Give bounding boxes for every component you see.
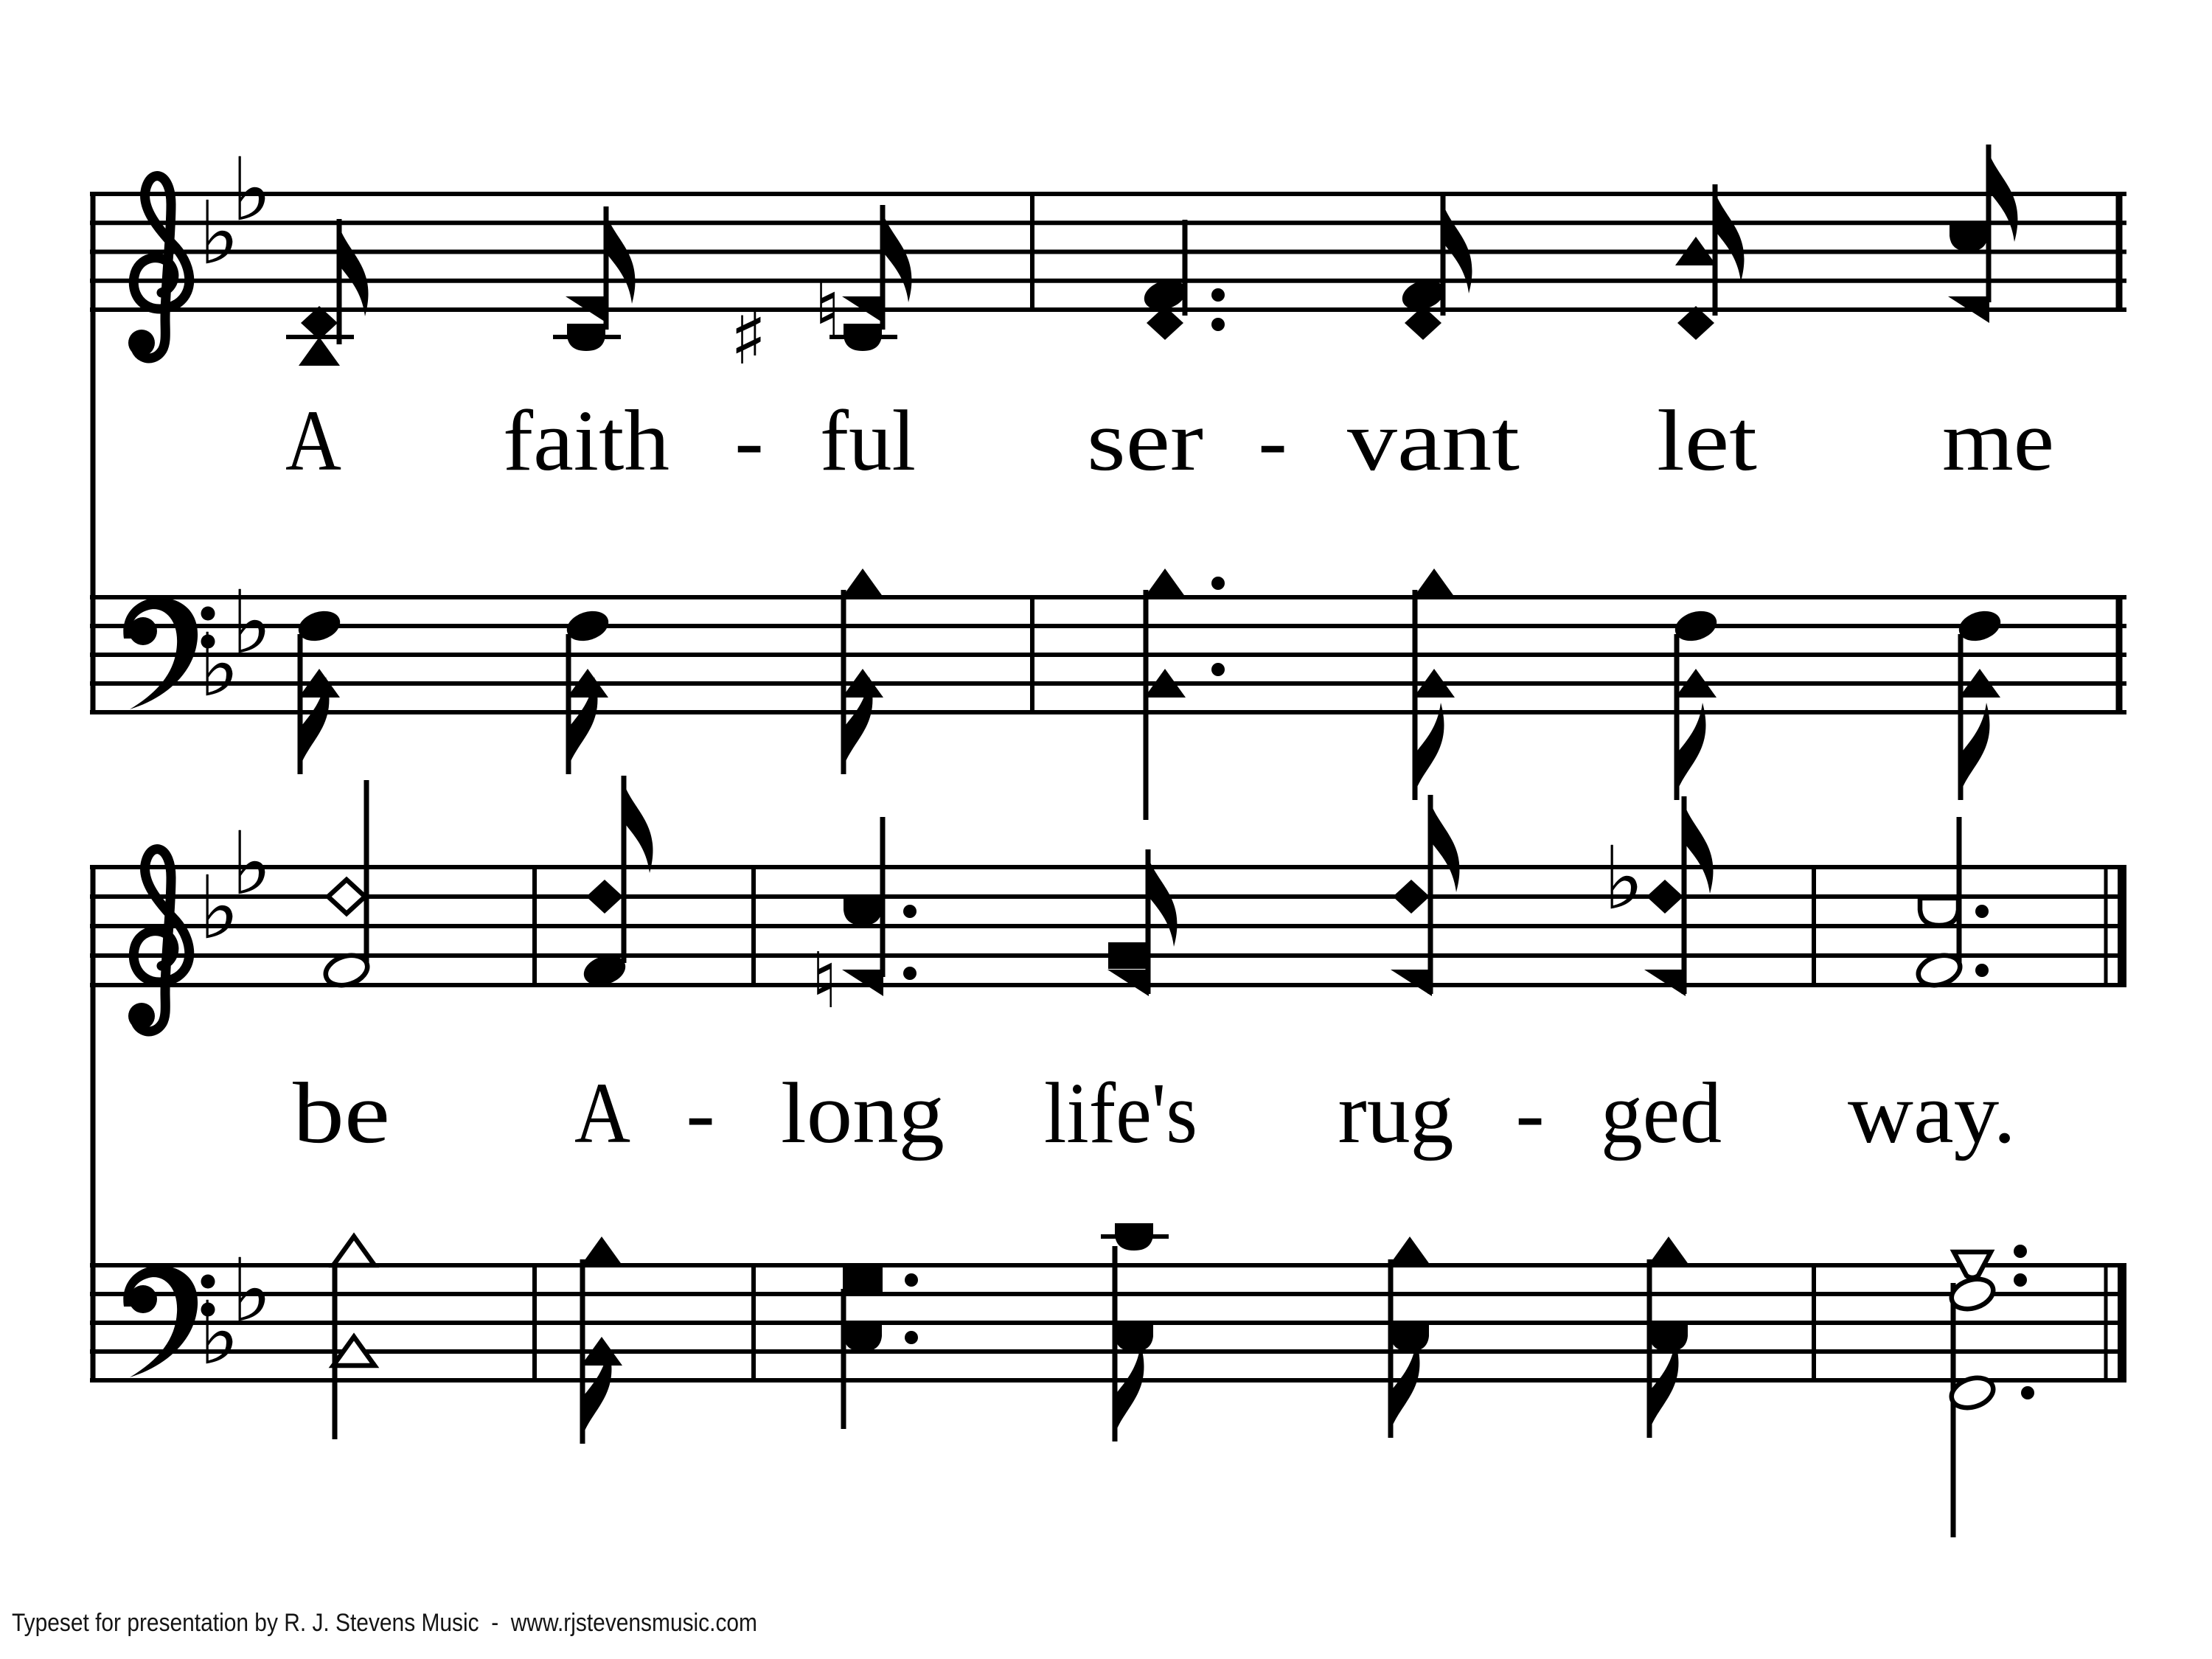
augmentation-dot — [1211, 663, 1225, 676]
augmentation-dot — [903, 967, 917, 980]
lyrics-line-1 — [285, 392, 2054, 489]
note — [1675, 184, 1744, 340]
lyric-word: ful — [820, 392, 916, 489]
notehead-re-cup — [1391, 1324, 1429, 1352]
notehead-do-triangle — [1389, 1237, 1430, 1265]
system-2 — [90, 776, 2126, 1537]
accidental-icon: ♮ — [810, 936, 838, 1026]
flat-sign-icon: ♭ — [198, 1282, 240, 1384]
flat-sign-icon: ♭ — [231, 1239, 272, 1341]
note — [333, 1237, 375, 1439]
augmentation-dot — [903, 905, 917, 918]
system-2-treble — [90, 776, 2126, 1032]
notehead-do-triangle — [299, 337, 340, 366]
lyric-word: me — [1942, 392, 2054, 489]
flat-sign-icon: ♭ — [198, 857, 240, 959]
lyric-word: way. — [1848, 1065, 2016, 1161]
lyric-word: ged — [1601, 1065, 1722, 1161]
notehead-re-cup — [1920, 898, 1958, 925]
lyric-word: A — [285, 392, 341, 489]
augmentation-dot — [905, 1273, 918, 1287]
augmentation-dot — [905, 1331, 918, 1344]
lyric-hyphen: - — [734, 392, 764, 489]
notehead-re-cup — [844, 324, 882, 351]
note — [580, 1237, 622, 1444]
note — [295, 606, 344, 774]
notehead-ti-cone — [1954, 1252, 1991, 1278]
flat-sign-icon: ♭ — [231, 139, 272, 240]
flat-sign-icon: ♭ — [198, 182, 240, 284]
system-2-bass — [90, 1223, 2126, 1537]
flat-sign-icon: ♭ — [231, 813, 272, 914]
augmentation-dot — [2014, 1273, 2027, 1287]
notehead-re-cup — [1115, 1324, 1153, 1352]
lyrics-line-2 — [293, 1065, 2016, 1161]
augmentation-dot — [1975, 964, 1989, 977]
notehead-sol-oval — [1948, 1274, 1997, 1314]
notehead-mi-diamond — [328, 880, 365, 914]
treble-clef-icon — [128, 176, 189, 358]
lyric-hyphen: - — [686, 1065, 715, 1161]
note — [1144, 568, 1225, 820]
system-1-treble — [90, 139, 2126, 382]
lyric-hyphen: - — [1258, 392, 1287, 489]
notehead-re-cup — [1649, 1324, 1688, 1352]
note — [843, 1267, 918, 1429]
flat-sign-icon: ♭ — [231, 571, 272, 673]
note — [1399, 196, 1472, 340]
accidental-icon: ♭ — [1603, 827, 1644, 929]
system-1 — [90, 139, 2126, 820]
note — [810, 817, 917, 1026]
augmentation-dot — [1211, 288, 1225, 302]
notehead-do-triangle — [1648, 1237, 1689, 1265]
notehead-do-triangle — [1144, 568, 1186, 597]
lyric-word: rug — [1338, 1065, 1454, 1161]
notehead-la-square — [1108, 942, 1148, 969]
note — [1107, 849, 1177, 996]
notehead-re-cup — [1115, 1223, 1153, 1251]
note — [563, 606, 613, 774]
notehead-la-square — [843, 1267, 883, 1293]
lyric-word: life's — [1044, 1065, 1197, 1161]
lyric-word: vant — [1347, 392, 1520, 489]
lyric-word: faith — [503, 392, 669, 489]
notehead-do-triangle — [842, 568, 883, 597]
note — [730, 205, 912, 382]
note — [322, 780, 372, 990]
augmentation-dot — [2014, 1245, 2027, 1258]
augmentation-dot — [2021, 1386, 2034, 1399]
augmentation-dot — [1975, 905, 1989, 918]
augmentation-dot — [1211, 577, 1225, 590]
notehead-mi-diamond — [1646, 880, 1683, 914]
notehead-re-cup — [567, 324, 605, 351]
note — [286, 219, 368, 366]
accidental-icon: ♯ — [729, 292, 768, 382]
note — [1915, 817, 1989, 990]
footer-credit: Typeset for presentation by R. J. Stevens Music - www.rjstevensmusic.com — [12, 1609, 757, 1637]
notehead-do-triangle — [333, 1237, 375, 1265]
notehead-do-triangle — [1413, 568, 1455, 597]
augmentation-dot — [1211, 318, 1225, 331]
notehead-re-cup — [844, 1324, 882, 1352]
note — [1101, 1223, 1169, 1441]
lyric-word: let — [1657, 392, 1758, 489]
note — [1955, 606, 2005, 800]
accidental-icon: ♮ — [813, 265, 841, 355]
lyric-word: A — [574, 1065, 630, 1161]
notehead-do-triangle — [581, 1237, 622, 1265]
system-1-bass — [90, 568, 2126, 820]
notehead-mi-diamond — [586, 880, 623, 914]
notehead-mi-diamond — [1393, 880, 1430, 914]
note — [1672, 606, 1721, 800]
note — [1948, 1245, 2034, 1537]
notehead-re-cup — [1950, 224, 1988, 251]
lyric-word: ser — [1087, 392, 1203, 489]
lyric-word: long — [781, 1065, 945, 1161]
lyric-word: be — [293, 1065, 390, 1161]
flat-sign-icon: ♭ — [198, 614, 240, 716]
lyric-hyphen: - — [1515, 1065, 1545, 1161]
note — [580, 776, 653, 990]
notehead-re-cup — [844, 898, 882, 925]
note — [1948, 145, 2017, 323]
treble-clef-icon — [128, 849, 189, 1032]
